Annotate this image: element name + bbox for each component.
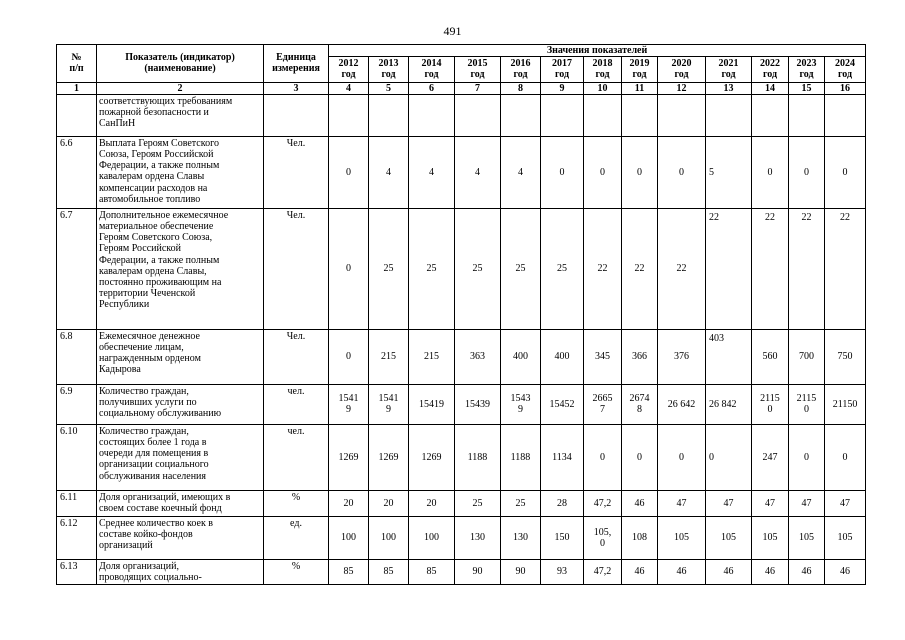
indicator-value: 100 <box>369 516 409 559</box>
header-indicator: Показатель (индикатор) (наименование) <box>97 45 264 83</box>
indicator-value: 28 <box>541 490 584 516</box>
indicator-unit: ед. <box>264 516 329 559</box>
indicator-value: 46 <box>622 559 658 584</box>
indicator-value: 21150 <box>825 384 866 424</box>
indicator-value: 400 <box>541 329 584 384</box>
indicator-value: 25 <box>455 490 501 516</box>
column-number: 14 <box>752 82 789 94</box>
indicator-value: 700 <box>789 329 825 384</box>
indicator-value: 46 <box>752 559 789 584</box>
indicator-value: 2665 7 <box>584 384 622 424</box>
header-index: № п/п <box>57 45 97 83</box>
column-number: 6 <box>409 82 455 94</box>
indicator-value: 5 <box>706 136 752 208</box>
indicator-value: 345 <box>584 329 622 384</box>
indicator-value: 0 <box>584 424 622 490</box>
indicator-value <box>584 94 622 136</box>
indicator-value: 0 <box>622 424 658 490</box>
indicator-value: 0 <box>329 208 369 329</box>
indicator-value: 0 <box>789 424 825 490</box>
indicator-value: 0 <box>752 136 789 208</box>
indicator-value: 47 <box>658 490 706 516</box>
header-year: 2019 год <box>622 57 658 82</box>
indicator-value: 25 <box>501 490 541 516</box>
indicator-value <box>501 94 541 136</box>
indicator-value: 1188 <box>455 424 501 490</box>
indicator-value: 47,2 <box>584 490 622 516</box>
row-index: 6.11 <box>57 490 97 516</box>
indicator-value: 1543 9 <box>501 384 541 424</box>
table-row <box>57 94 866 136</box>
indicator-value: 90 <box>455 559 501 584</box>
column-number: 8 <box>501 82 541 94</box>
indicator-value: 85 <box>369 559 409 584</box>
indicator-value <box>789 94 825 136</box>
indicator-value: 20 <box>329 490 369 516</box>
indicator-value: 0 <box>541 136 584 208</box>
header-unit: Единица измерения <box>264 45 329 83</box>
indicator-value: 1541 9 <box>329 384 369 424</box>
table-row <box>57 384 866 424</box>
indicators-table <box>56 44 866 585</box>
indicator-value: 4 <box>501 136 541 208</box>
column-number: 12 <box>658 82 706 94</box>
indicator-value: 105 <box>658 516 706 559</box>
indicator-value: 0 <box>584 136 622 208</box>
indicator-value: 130 <box>501 516 541 559</box>
indicator-value: 26 842 <box>706 384 752 424</box>
header-year: 2021 год <box>706 57 752 82</box>
indicator-value: 105 <box>752 516 789 559</box>
indicator-unit: Чел. <box>264 329 329 384</box>
indicator-value: 1269 <box>369 424 409 490</box>
row-index: 6.12 <box>57 516 97 559</box>
indicator-value: 25 <box>455 208 501 329</box>
column-number: 16 <box>825 82 866 94</box>
indicator-value: 22 <box>584 208 622 329</box>
indicator-value: 46 <box>622 490 658 516</box>
indicator-value: 22 <box>622 208 658 329</box>
indicator-value: 105 <box>825 516 866 559</box>
indicator-value: 85 <box>329 559 369 584</box>
header-year: 2020 год <box>658 57 706 82</box>
header-year: 2012 год <box>329 57 369 82</box>
indicator-value: 376 <box>658 329 706 384</box>
indicator-name: Доля организаций, имеющих в своем составе коечный фонд <box>97 490 264 516</box>
indicator-value: 22 <box>658 208 706 329</box>
indicator-value: 750 <box>825 329 866 384</box>
page-number: 491 <box>443 24 462 38</box>
column-number: 15 <box>789 82 825 94</box>
header-values-group: Значения показателей <box>329 45 866 57</box>
indicator-value: 0 <box>658 136 706 208</box>
indicator-value: 25 <box>541 208 584 329</box>
indicator-unit: Чел. <box>264 208 329 329</box>
indicator-value: 47 <box>706 490 752 516</box>
indicator-value: 0 <box>658 424 706 490</box>
indicator-value: 400 <box>501 329 541 384</box>
indicator-value: 4 <box>409 136 455 208</box>
indicator-value: 108 <box>622 516 658 559</box>
header-year: 2024 год <box>825 57 866 82</box>
indicator-value: 2115 0 <box>789 384 825 424</box>
indicator-value: 4 <box>455 136 501 208</box>
indicator-value: 22 <box>789 208 825 329</box>
indicator-name: Ежемесячное денежное обеспечение лицам, награжденным орденом Кадырова <box>97 329 264 384</box>
indicator-value <box>369 94 409 136</box>
indicator-value: 0 <box>825 136 866 208</box>
row-index <box>57 94 97 136</box>
indicator-value: 22 <box>825 208 866 329</box>
indicator-unit: Чел. <box>264 136 329 208</box>
indicator-value: 100 <box>409 516 455 559</box>
indicator-value: 46 <box>789 559 825 584</box>
indicator-name: Количество граждан, получивших услуги по социальному обслуживанию <box>97 384 264 424</box>
column-number: 7 <box>455 82 501 94</box>
indicator-value: 2674 8 <box>622 384 658 424</box>
indicator-value: 105, 0 <box>584 516 622 559</box>
indicator-value: 1269 <box>409 424 455 490</box>
indicator-value: 105 <box>789 516 825 559</box>
row-index: 6.13 <box>57 559 97 584</box>
row-index: 6.6 <box>57 136 97 208</box>
indicator-value: 1188 <box>501 424 541 490</box>
indicator-value: 22 <box>752 208 789 329</box>
indicator-value: 1134 <box>541 424 584 490</box>
indicator-value: 403 <box>706 329 752 384</box>
indicator-value: 25 <box>409 208 455 329</box>
header-year: 2016 год <box>501 57 541 82</box>
indicator-value: 25 <box>369 208 409 329</box>
indicator-value: 22 <box>706 208 752 329</box>
indicator-value: 26 642 <box>658 384 706 424</box>
header-year: 2015 год <box>455 57 501 82</box>
indicator-value <box>752 94 789 136</box>
indicator-value: 47 <box>789 490 825 516</box>
indicator-value: 215 <box>369 329 409 384</box>
column-number: 2 <box>97 82 264 94</box>
indicator-unit: % <box>264 490 329 516</box>
header-year: 2013 год <box>369 57 409 82</box>
column-number: 3 <box>264 82 329 94</box>
indicator-value: 2115 0 <box>752 384 789 424</box>
column-numbers-row <box>57 82 866 94</box>
indicator-name: Дополнительное ежемесячное материальное обеспечение Героям Советского Союза, Героям Российской Федерации, а также полным кавалерам ордена Славы, постоянно проживающим на территории Чеченской Республики <box>97 208 264 329</box>
indicator-name: Выплата Героям Советского Союза, Героям Российской Федерации, а также полным кавалерам ордена Славы компенсации расходов на автомобильное топливо <box>97 136 264 208</box>
indicator-value: 150 <box>541 516 584 559</box>
column-number: 9 <box>541 82 584 94</box>
indicator-unit: чел. <box>264 384 329 424</box>
row-index: 6.8 <box>57 329 97 384</box>
header-year: 2022 год <box>752 57 789 82</box>
indicator-value: 46 <box>825 559 866 584</box>
column-number: 11 <box>622 82 658 94</box>
indicator-value: 15419 <box>409 384 455 424</box>
indicator-unit: % <box>264 559 329 584</box>
indicator-value: 0 <box>825 424 866 490</box>
indicator-value: 90 <box>501 559 541 584</box>
indicator-value: 25 <box>501 208 541 329</box>
indicator-value <box>455 94 501 136</box>
header-year: 2014 год <box>409 57 455 82</box>
indicator-name: соответствующих требованиям пожарной безопасности и СанПиН <box>97 94 264 136</box>
indicator-unit: чел. <box>264 424 329 490</box>
indicator-value <box>825 94 866 136</box>
row-index: 6.7 <box>57 208 97 329</box>
table-row <box>57 208 866 329</box>
header-year: 2018 год <box>584 57 622 82</box>
indicator-value: 47 <box>825 490 866 516</box>
indicator-value: 100 <box>329 516 369 559</box>
indicator-value <box>409 94 455 136</box>
indicator-value: 93 <box>541 559 584 584</box>
indicator-value: 46 <box>706 559 752 584</box>
indicator-value: 0 <box>329 329 369 384</box>
indicator-name: Количество граждан, состоящих более 1 года в очереди для помещения в организации социального обслуживания населения <box>97 424 264 490</box>
indicator-value: 15452 <box>541 384 584 424</box>
indicator-value: 560 <box>752 329 789 384</box>
indicator-value: 1541 9 <box>369 384 409 424</box>
header-year: 2023 год <box>789 57 825 82</box>
table-row <box>57 424 866 490</box>
indicator-value: 4 <box>369 136 409 208</box>
indicator-value: 1269 <box>329 424 369 490</box>
indicator-value <box>706 94 752 136</box>
indicator-value: 0 <box>706 424 752 490</box>
indicator-value: 85 <box>409 559 455 584</box>
row-index: 6.9 <box>57 384 97 424</box>
table-row <box>57 490 866 516</box>
indicator-value: 363 <box>455 329 501 384</box>
indicator-value <box>622 94 658 136</box>
column-number: 13 <box>706 82 752 94</box>
indicator-value: 20 <box>369 490 409 516</box>
table-row <box>57 559 866 584</box>
table-row <box>57 136 866 208</box>
indicator-value: 46 <box>658 559 706 584</box>
indicator-value: 47,2 <box>584 559 622 584</box>
indicator-value: 105 <box>706 516 752 559</box>
table-row <box>57 516 866 559</box>
column-number: 5 <box>369 82 409 94</box>
column-number: 10 <box>584 82 622 94</box>
table-row <box>57 329 866 384</box>
column-number: 4 <box>329 82 369 94</box>
row-index: 6.10 <box>57 424 97 490</box>
indicator-value: 0 <box>329 136 369 208</box>
indicator-unit <box>264 94 329 136</box>
indicator-value: 247 <box>752 424 789 490</box>
indicator-value: 20 <box>409 490 455 516</box>
indicator-value: 0 <box>789 136 825 208</box>
indicator-name: Среднее количество коек в составе койко-фондов организаций <box>97 516 264 559</box>
indicator-value: 15439 <box>455 384 501 424</box>
indicator-value <box>541 94 584 136</box>
indicator-value: 366 <box>622 329 658 384</box>
indicator-value: 130 <box>455 516 501 559</box>
column-number: 1 <box>57 82 97 94</box>
header-year: 2017 год <box>541 57 584 82</box>
indicator-value: 47 <box>752 490 789 516</box>
indicator-value: 215 <box>409 329 455 384</box>
indicator-value: 0 <box>622 136 658 208</box>
indicator-value <box>658 94 706 136</box>
indicator-value <box>329 94 369 136</box>
indicator-name: Доля организаций, проводящих социально- <box>97 559 264 584</box>
